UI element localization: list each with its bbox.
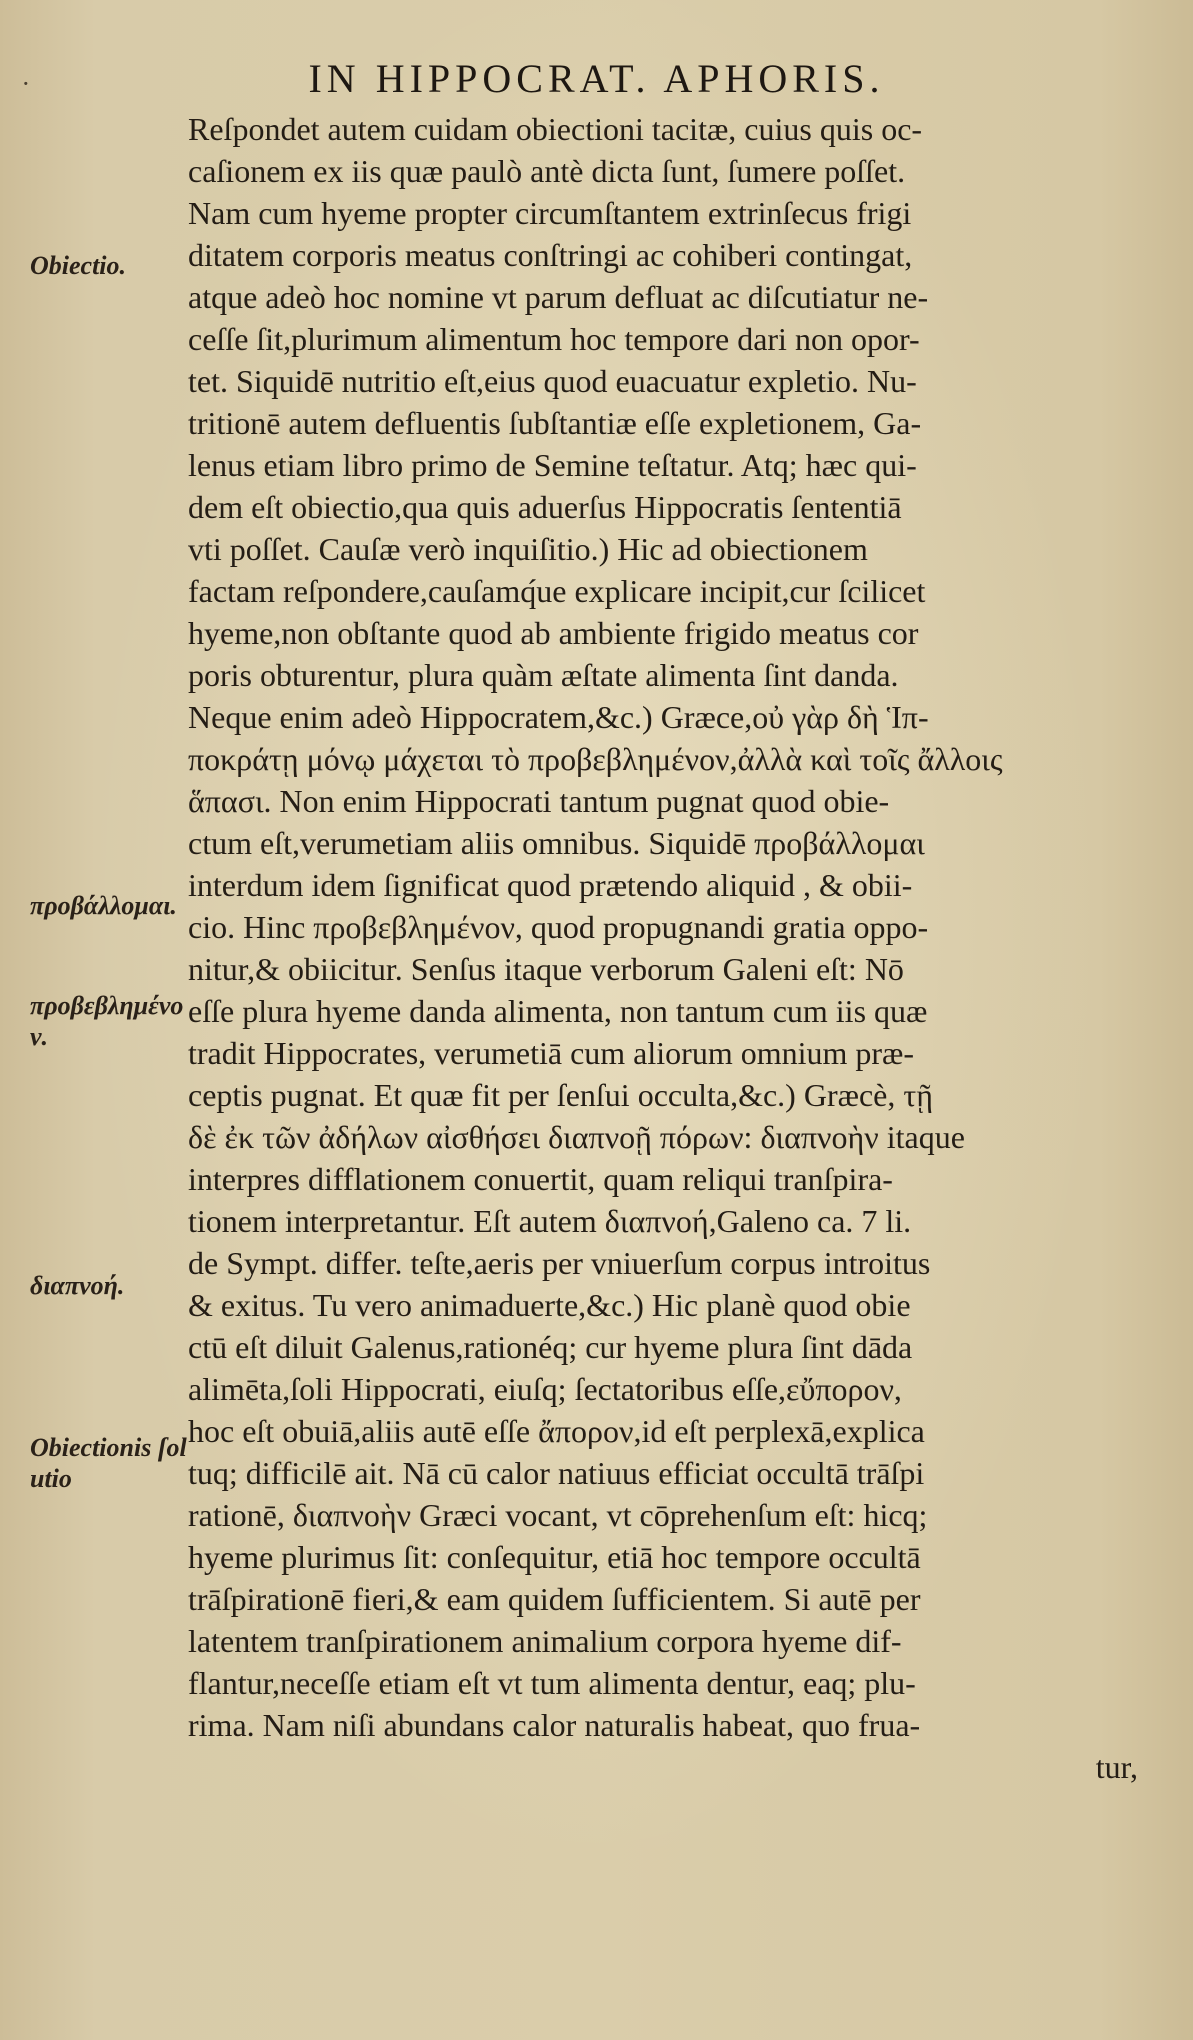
body-text: [188, 108, 1148, 1788]
text-line: lenus etiam libro primo de Semine teſtatur. Atq; hæc qui-: [188, 447, 917, 483]
margin-note-probeblemenon: προβεβλημένον.: [30, 991, 184, 1051]
text-line: rationē, διαπνοὴν Græci vocant, vt cōprehenſum eſt: hicq;: [188, 1497, 928, 1533]
text-line: de Sympt. differ. teſte,aeris per vniuerſum corpus introitus: [188, 1245, 931, 1281]
text-line: alimēta,ſoli Hippocrati, eiuſq; ſectatoribus eſſe,εὔπορον,: [188, 1371, 902, 1407]
text-line: Neque enim adeò Hippocratem,&c.) Græce,οὐ γὰρ δὴ Ἱπ-: [188, 699, 929, 735]
text-line: flantur,neceſſe etiam eſt vt tum alimenta dentur, eaq; plu-: [188, 1665, 916, 1701]
text-line: & exitus. Tu vero animaduerte,&c.) Hic planè quod obie: [188, 1287, 911, 1323]
margin-note-diapnoe: διαπνοή.: [30, 1271, 125, 1300]
text-line: interpres difflationem conuertit, quam reliqui tranſpira-: [188, 1161, 893, 1197]
text-line: caſionem ex iis quæ paulò antè dicta ſunt, ſumere poſſet.: [188, 153, 906, 189]
catchword-line: tur,: [1095, 1749, 1138, 1785]
text-line: tionem interpretantur. Eſt autem διαπνοή,Galeno ca. 7 li.: [188, 1203, 912, 1239]
text-line: eſſe plura hyeme danda alimenta, non tantum cum iis quæ: [188, 993, 928, 1029]
text-line: ceſſe ſit,plurimum alimentum hoc tempore dari non opor-: [188, 321, 920, 357]
text-line: tuq; difficilē ait. Nā cū calor natiuus efficiat occultā trāſpi: [188, 1455, 925, 1491]
text-line: hyeme,non obſtante quod ab ambiente frigido meatus cor: [188, 615, 919, 651]
text-line: nitur,& obiicitur. Senſus itaque verborum Galeni eſt: Nō: [188, 951, 904, 987]
text-line: rima. Nam niſi abundans calor naturalis habeat, quo frua-: [188, 1707, 921, 1743]
text-line: ποκράτῃ μόνῳ μάχεται τὸ προβεβλημένον,ἀλλὰ καὶ τοῖς ἄλλοις: [188, 741, 1003, 777]
text-line: poris obturentur, plura quàm æſtate alimenta ſint danda.: [188, 657, 899, 693]
text-line: Nam cum hyeme propter circumſtantem extrinſecus frigi: [188, 195, 912, 231]
stray-mark: ·: [22, 70, 30, 98]
text-line: ditatem corporis meatus conſtringi ac cohiberi contingat,: [188, 237, 913, 273]
text-line: ctum eſt,verumetiam aliis omnibus. Siquidē προβάλλομαι: [188, 825, 925, 861]
margin-note-proballomai: προβάλλομαι.: [30, 891, 177, 920]
margin-note-obiectio: Obiectio.: [30, 251, 127, 280]
text-line: tet. Siquidē nutritio eſt,eius quod euacuatur expletio. Nu-: [188, 363, 917, 399]
text-line: atque adeò hoc nomine vt parum defluat ac diſcutiatur ne-: [188, 279, 929, 315]
text-line: Reſpondet autem cuidam obiectioni tacitæ, cuius quis oc-: [188, 111, 923, 147]
margin-note-solutio: Obiectionis ſolutio: [30, 1433, 187, 1493]
text-line: tritionē autem defluentis ſubſtantiæ eſſe expletionem, Ga-: [188, 405, 922, 441]
text-line: δὲ ἐκ τῶν ἀδήλων αἰσθήσει διαπνοῇ πόρων: διαπνοὴν itaque: [188, 1119, 965, 1155]
text-line: vti poſſet. Cauſæ verò inquiſitio.) Hic ad obiectionem: [188, 531, 868, 567]
text-line: latentem tranſpirationem animalium corpora hyeme dif-: [188, 1623, 902, 1659]
text-line: hoc eſt obuiā,aliis autē eſſe ἄπορον,id eſt perplexā,explica: [188, 1413, 925, 1449]
text-line: factam reſpondere,cauſamq́ue explicare incipit,cur ſcilicet: [188, 573, 926, 609]
text-line: hyeme plurimus ſit: conſequitur, etiā hoc tempore occultā: [188, 1539, 921, 1575]
text-line: ἅπασι. Non enim Hippocrati tantum pugnat quod obie-: [188, 783, 890, 819]
text-line: trāſpirationē fieri,& eam quidem ſufficientem. Si autē per: [188, 1581, 921, 1617]
text-line: tradit Hippocrates, verumetiā cum aliorum omnium præ-: [188, 1035, 915, 1071]
running-head: IN HIPPOCRAT. APHORIS.: [308, 56, 885, 101]
text-line: interdum idem ſignificat quod prætendo aliquid , & obii-: [188, 867, 913, 903]
text-line: cio. Hinc προβεβλημένον, quod propugnandi gratia oppo-: [188, 909, 929, 945]
text-line: ctū eſt diluit Galenus,rationéq; cur hyeme plura ſint dāda: [188, 1329, 913, 1365]
text-line: ceptis pugnat. Et quæ fit per ſenſui occulta,&c.) Græcè, τῇ: [188, 1077, 933, 1113]
text-line: dem eſt obiectio,qua quis aduerſus Hippocratis ſententiā: [188, 489, 902, 525]
